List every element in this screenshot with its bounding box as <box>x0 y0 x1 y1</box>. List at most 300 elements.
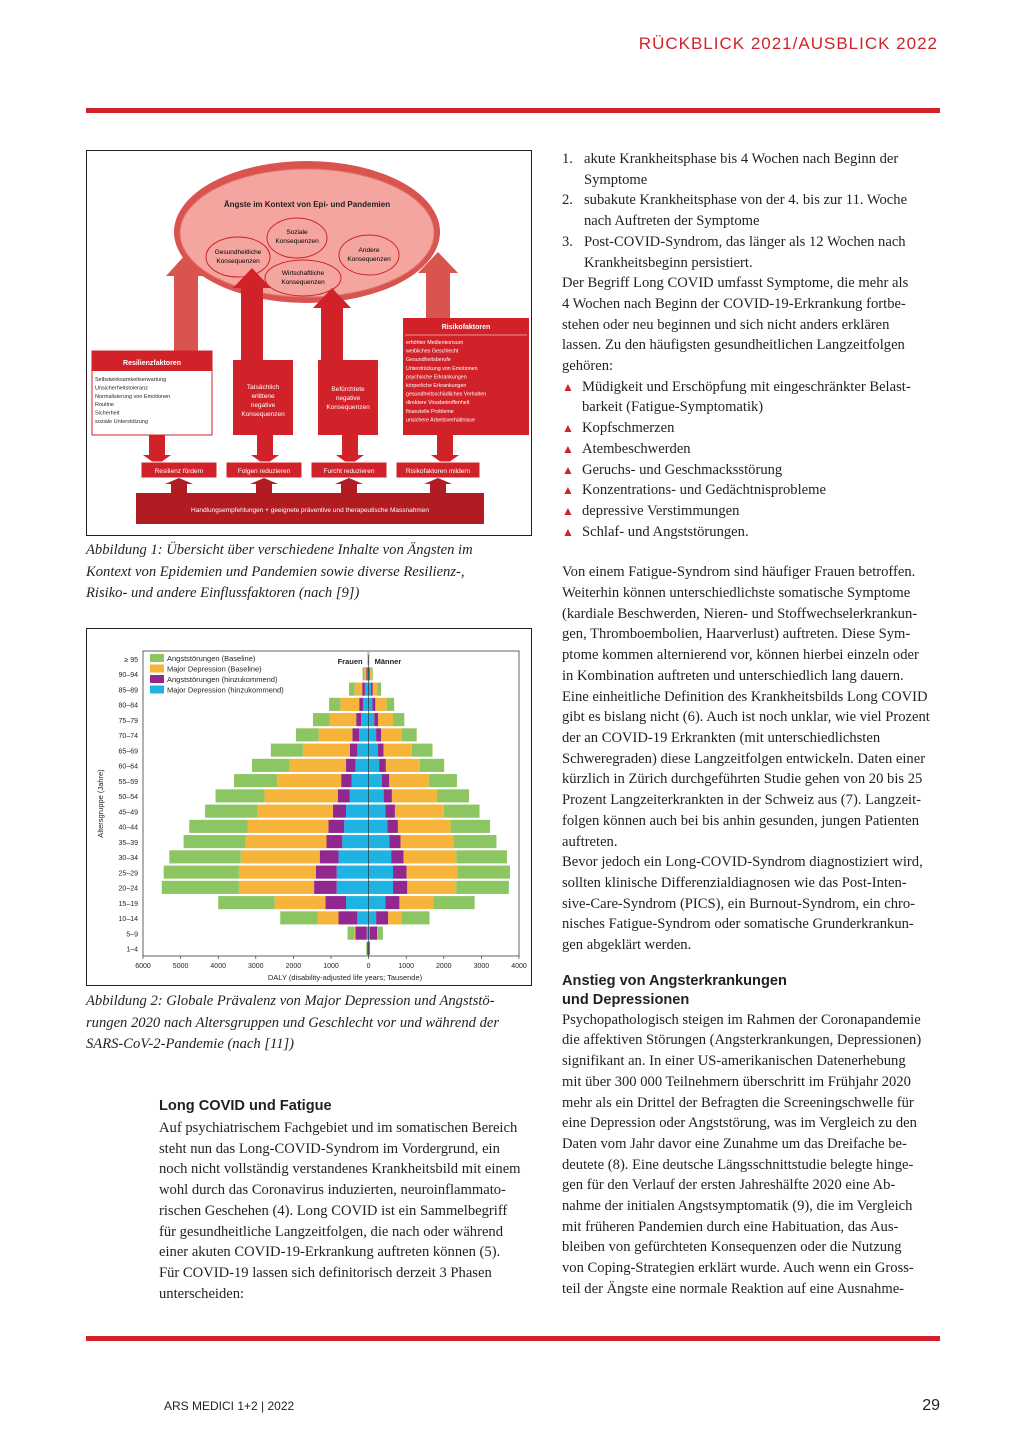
symptom-line: Atembeschwerden <box>582 440 691 457</box>
body-line: rischen Geschehen (4). Long COVID ist ein Sammelbegriff <box>159 1202 508 1219</box>
x-tick-label: 6000 <box>135 963 151 970</box>
feared-l2: negative <box>335 395 361 402</box>
bar-female-15-s3 <box>337 866 369 879</box>
phase-line: subakute Krankheitsphase von der 4. bis zur 11. Woche <box>584 192 908 209</box>
age-tick-label: 10–14 <box>118 916 138 924</box>
bar-male-4-s0 <box>387 698 395 711</box>
bar-male-18-s0 <box>401 911 429 924</box>
bar-female-19-s2 <box>355 927 366 940</box>
bar-female-19-s0 <box>348 927 355 940</box>
bar-male-17-s1 <box>399 896 433 909</box>
bar-female-11-s3 <box>346 805 369 818</box>
actual-l3: negative <box>250 402 276 409</box>
risk-item: körperliche Erkrankungen <box>406 383 467 389</box>
bar-female-1-s1 <box>368 652 369 665</box>
bar-female-18-s3 <box>357 911 368 924</box>
bar-male-10-s2 <box>384 789 392 802</box>
body-line: Auf psychiatrischem Fachgebiet und im somatischen Bereich <box>159 1120 518 1136</box>
phase-number: 2. <box>562 192 573 209</box>
symptom-line: Kopfschmerzen <box>582 420 675 437</box>
bar-female-7-s0 <box>271 744 303 757</box>
anxiety-paragraph <box>562 1010 940 1300</box>
bar-male-14-s1 <box>404 850 457 863</box>
bar-female-3-s0 <box>349 683 355 696</box>
body-line: Weiterhin können unterschiedlichste somatische Symptome <box>562 585 911 602</box>
age-tick-label: 70–74 <box>118 733 138 741</box>
bar-male-6-s2 <box>376 728 381 741</box>
body-line: gen, Thromboembolien, Haarverlust) auftreten. Diese Sym- <box>562 626 911 643</box>
bar-female-3-s3 <box>365 683 369 696</box>
bar-female-16-s0 <box>162 881 239 894</box>
body-line: folgen können auch bei bis anhin gesunden, jungen Patienten <box>562 812 920 829</box>
risk-item: Gesundheitsberufe <box>406 357 451 364</box>
action-text-1: Resilienz fördern <box>154 468 204 475</box>
body-line: noch nicht vollständig verstandenes Krankheitsbild mit einem <box>159 1161 521 1178</box>
anxiety-diagram <box>87 151 531 535</box>
risk-item: finanzielle Probleme <box>406 408 454 415</box>
legend-label: Major Depression (hinzukommend) <box>167 685 284 695</box>
bar-male-4-s1 <box>375 698 386 711</box>
resilience-item: Selbstwirksamkeitserwartung <box>95 377 167 383</box>
bar-female-7-s1 <box>303 744 350 757</box>
body-line: (kardiale Beschwerden, Nieren- und Stoffwechselerkrankun- <box>562 605 918 622</box>
phase-line: Krankheitsbeginn persistiert. <box>584 254 753 271</box>
triangle-bullet-icon: ▲ <box>562 441 574 456</box>
bar-female-10-s0 <box>216 789 265 802</box>
body-line: gibt es bislang nicht (6). Auch ist noch unklar, wie viel Prozent <box>562 709 930 726</box>
bar-male-13-s1 <box>401 835 454 848</box>
bar-male-14-s2 <box>391 850 403 863</box>
bar-male-3-s0 <box>377 683 381 696</box>
bar-male-12-s0 <box>451 820 490 833</box>
bar-female-10-s2 <box>338 789 350 802</box>
top-rule <box>86 108 940 113</box>
bar-female-17-s1 <box>275 896 326 909</box>
bar-female-5-s1 <box>330 713 356 726</box>
recommendations-text: Handlungsempfehlungen + geeignete präventive und therapeutische Massnahmen <box>191 507 429 514</box>
bar-male-3-s3 <box>369 683 371 696</box>
bar-female-2-s0 <box>363 667 365 680</box>
body-line: eine Depression oder Angststörung, was im Vergleich zu den <box>562 1115 917 1132</box>
header-male: Männer <box>374 657 402 666</box>
bar-female-9-s0 <box>234 774 277 787</box>
bar-male-3-s1 <box>373 683 378 696</box>
bar-male-11-s2 <box>386 805 395 818</box>
bar-male-18-s2 <box>376 911 388 924</box>
risk-item: psychische Erkrankungen <box>406 374 467 381</box>
bar-male-13-s0 <box>453 835 496 848</box>
bar-female-20-s2 <box>367 942 368 955</box>
bar-female-7-s2 <box>350 744 358 757</box>
bar-female-4-s1 <box>340 698 359 711</box>
age-tick-label: 75–79 <box>118 717 138 725</box>
bar-male-5-s1 <box>378 713 393 726</box>
action-text-3: Furcht reduzieren <box>323 468 375 475</box>
bar-male-7-s1 <box>384 744 412 757</box>
bar-male-2-s2 <box>369 667 370 680</box>
legend-label: Angststörungen (Baseline) <box>167 654 256 663</box>
bar-female-9-s3 <box>352 774 369 787</box>
bar-female-15-s2 <box>316 866 337 879</box>
figure-1 <box>86 150 532 536</box>
body-line: Daten vom Jahr davor eine Zunahme um das Dreifache be- <box>562 1135 907 1152</box>
bar-female-6-s0 <box>296 728 319 741</box>
caption1-line: Risiko- und andere Einflussfaktoren (nach [9]) <box>86 585 360 601</box>
bar-female-3-s1 <box>355 683 363 696</box>
bar-male-9-s2 <box>382 774 390 787</box>
x-tick-label: 3000 <box>248 963 264 970</box>
x-tick-label: 4000 <box>210 963 226 970</box>
legend-swatch <box>150 675 164 683</box>
bar-male-19-s0 <box>378 927 383 940</box>
body-line: nisches Fatigue-Syndrom oder somatische Grunderkrankun- <box>562 916 914 933</box>
triangle-bullet-icon: ▲ <box>562 503 574 518</box>
bar-male-18-s1 <box>388 911 401 924</box>
body-line: teil der Ängste eine normale Reaktion auf eine Ausnahme- <box>562 1280 905 1297</box>
bar-female-7-s3 <box>357 744 368 757</box>
bar-male-13-s3 <box>369 835 390 848</box>
bar-female-5-s2 <box>356 713 361 726</box>
bar-male-5-s3 <box>369 713 375 726</box>
bar-female-8-s1 <box>290 759 346 772</box>
action-text-2: Folgen reduzieren <box>237 468 291 475</box>
bar-male-11-s1 <box>395 805 444 818</box>
body-line: Der Begriff Long COVID umfasst Symptome, die mehr als <box>562 275 909 292</box>
figure-2 <box>86 628 532 986</box>
bar-male-12-s3 <box>369 820 388 833</box>
bar-male-8-s2 <box>379 759 386 772</box>
phase-line: akute Krankheitsphase bis 4 Wochen nach Beginn der <box>584 151 899 167</box>
body-line: kürzlich in Zürich durchgeführten Studie gehen von 20 bis 25 <box>562 771 923 788</box>
body-line: nahme der initialen Angstsymptomatik (9), die im Vergleich <box>562 1198 913 1215</box>
age-tick-label: 5–9 <box>126 931 138 939</box>
bar-female-5-s0 <box>313 713 330 726</box>
bar-male-15-s2 <box>393 866 407 879</box>
bar-female-4-s3 <box>363 698 369 711</box>
bar-female-6-s3 <box>359 728 368 741</box>
phase-number: 3. <box>562 233 573 250</box>
bar-male-4-s2 <box>372 698 375 711</box>
age-tick-label: 90–94 <box>118 672 138 680</box>
symptom-list <box>562 377 940 543</box>
bar-female-9-s1 <box>277 774 341 787</box>
bar-male-20-s2 <box>369 942 370 955</box>
symptom-item <box>562 377 940 418</box>
symptom-item <box>562 501 940 522</box>
symptom-line: depressive Verstimmungen <box>582 502 740 519</box>
figure-1-caption <box>86 540 532 605</box>
body-line: bleiben von gefürchteten Konsequenzen oder die Nutzung <box>562 1239 902 1256</box>
phase-item <box>562 232 940 273</box>
x-tick-label: 4000 <box>511 963 527 970</box>
age-tick-label: 40–44 <box>118 824 138 832</box>
bar-male-17-s2 <box>386 896 400 909</box>
bar-female-18-s2 <box>339 911 358 924</box>
symptom-item <box>562 522 940 543</box>
bar-female-10-s3 <box>350 789 369 802</box>
bar-male-12-s2 <box>387 820 398 833</box>
body-line: mit über 300 000 Teilnehmern überschritt im Frühjahr 2020 <box>562 1073 911 1090</box>
risk-item: Unterdrückung von Emotionen <box>406 365 478 372</box>
body-line: stehen oder neu beginnen und sich nicht anders erklären <box>562 316 890 333</box>
resilience-title: Resilienzfaktoren <box>123 360 181 367</box>
body-line: Schweregraden) diese Langzeitfolgen entwickeln. Daten einer <box>562 750 926 767</box>
age-tick-label: 55–59 <box>118 778 138 786</box>
risk-item: direktere Virusbetroffenheit <box>406 400 470 407</box>
age-tick-label: 15–19 <box>118 900 138 908</box>
symptom-line: Geruchs- und Geschmacksstörung <box>582 461 783 478</box>
bubble-other <box>339 235 399 275</box>
social-l2: Konsequenzen <box>275 238 319 245</box>
bar-male-2-s0 <box>372 667 373 680</box>
triangle-bullet-icon: ▲ <box>562 421 574 436</box>
caption2-line: rungen 2020 nach Altersgruppen und Geschlecht vor und während der <box>86 1014 500 1031</box>
caption1-line: Abbildung 1: Übersicht über verschiedene Inhalte von Ängsten im <box>86 542 473 558</box>
bar-male-15-s1 <box>407 866 458 879</box>
heading2-line: Anstieg von Angsterkrankungen <box>562 972 787 989</box>
bar-male-10-s1 <box>392 789 437 802</box>
bar-female-12-s1 <box>248 820 329 833</box>
bar-male-10-s3 <box>369 789 384 802</box>
age-tick-label: 25–29 <box>118 870 138 878</box>
bar-male-9-s0 <box>429 774 457 787</box>
journal-info: ARS MEDICI 1+2 | 2022 <box>164 1399 295 1413</box>
symptom-item <box>562 460 940 481</box>
bar-male-3-s2 <box>371 683 373 696</box>
body-line: die affektiven Störungen (Angsterkrankungen, Depressionen) <box>562 1032 922 1049</box>
age-tick-label: 50–54 <box>118 794 138 802</box>
risk-item: erhöhter Medienkonsum <box>406 340 464 346</box>
bar-female-2-s2 <box>366 667 367 680</box>
bar-male-8-s3 <box>369 759 380 772</box>
health-l1: Gesundheitliche <box>214 249 262 256</box>
bar-female-6-s2 <box>352 728 359 741</box>
body-line: sollten klinische Differenzialdiagnosen wie das Post-Inten- <box>562 874 907 891</box>
bar-female-5-s3 <box>361 713 369 726</box>
actual-l2: erlittene <box>251 393 275 400</box>
caption2-line: Abbildung 2: Globale Prävalenz von Major Depression und Angststö- <box>86 993 495 1009</box>
bar-female-6-s1 <box>319 728 353 741</box>
triangle-bullet-icon: ▲ <box>562 462 574 477</box>
bar-male-5-s0 <box>393 713 404 726</box>
population-pyramid-chart <box>87 629 531 985</box>
bar-male-15-s3 <box>369 866 393 879</box>
bar-male-14-s3 <box>369 850 392 863</box>
bar-male-6-s1 <box>381 728 402 741</box>
risk-item: weibliches Geschlecht <box>406 348 459 355</box>
bar-male-17-s3 <box>369 896 386 909</box>
bar-female-13-s3 <box>342 835 368 848</box>
bar-female-14-s2 <box>320 850 339 863</box>
symptom-line: barkeit (Fatigue-Symptomatik) <box>582 399 764 416</box>
resilience-item: Sicherheit <box>95 410 120 417</box>
bar-male-11-s0 <box>444 805 480 818</box>
bar-male-8-s1 <box>386 759 420 772</box>
feared-l1: Befürchtete <box>331 386 365 393</box>
bar-male-9-s3 <box>369 774 382 787</box>
bar-male-16-s2 <box>393 881 407 894</box>
bar-male-11-s3 <box>369 805 386 818</box>
x-tick-label: 3000 <box>473 963 490 970</box>
health-l2: Konsequenzen <box>216 258 260 265</box>
body-line: einer akuten COVID-19-Erkrankung auftreten können (5). <box>159 1244 501 1261</box>
bar-male-18-s3 <box>369 911 377 924</box>
phase-item <box>562 190 940 231</box>
page-number: 29 <box>922 1397 940 1414</box>
phase-line: Post-COVID-Syndrom, das länger als 12 Wochen nach <box>584 233 906 250</box>
bar-male-20-s0 <box>370 942 371 955</box>
bar-female-17-s0 <box>218 896 274 909</box>
age-tick-label: 80–84 <box>118 702 138 710</box>
feared-l3: Konsequenzen <box>326 404 370 411</box>
body-line: auftreten. <box>562 833 618 850</box>
bar-male-19-s2 <box>370 927 378 940</box>
fatigue-paragraph <box>562 562 940 955</box>
body-line: Psychopathologisch steigen im Rahmen der Coronapandemie <box>562 1011 921 1028</box>
bar-male-8-s0 <box>420 759 444 772</box>
bar-male-16-s3 <box>369 881 393 894</box>
bar-male-19-s1 <box>377 927 378 940</box>
bar-male-2-s1 <box>370 667 372 680</box>
body-line: deutete (8). Eine deutsche Längsschnittstudie belegte hinge- <box>562 1156 914 1173</box>
bottom-up-arrows <box>165 478 452 493</box>
symptom-line: Schlaf- und Angststörungen. <box>582 523 749 540</box>
bar-male-14-s0 <box>456 850 507 863</box>
age-tick-label: 35–39 <box>118 839 138 847</box>
bar-female-11-s0 <box>205 805 258 818</box>
legend-swatch <box>150 686 164 694</box>
body-line: lassen. Zu den häufigsten gesundheitlichen Langzeitfolgen <box>562 337 905 354</box>
body-line: gen abgeklärt werden. <box>562 937 692 954</box>
other-l1: Andere <box>358 247 380 254</box>
bar-female-10-s1 <box>264 789 337 802</box>
body-line: in Kombination auftreten und unterschiedlich lang dauern. <box>562 667 904 684</box>
bar-male-7-s2 <box>378 744 384 757</box>
connector-arrows <box>143 435 459 465</box>
bar-female-19-s1 <box>354 927 355 940</box>
body-line: steht nun das Long-COVID-Syndrom im Vordergrund, ein <box>159 1140 500 1157</box>
age-tick-label: 30–34 <box>118 855 138 863</box>
body-line: Eine einheitliche Definition des Krankheitsbilds Long COVID <box>562 688 928 705</box>
actual-l4: Konsequenzen <box>241 411 285 418</box>
bar-female-13-s2 <box>326 835 342 848</box>
y-axis-label: Altersgruppe (Jahre) <box>96 769 105 838</box>
x-tick-label: 5000 <box>172 963 189 970</box>
other-l2: Konsequenzen <box>347 256 391 263</box>
body-line: ptome kommen alternierend vor, können hierbei einzeln oder <box>562 647 919 664</box>
legend-label: Major Depression (Baseline) <box>167 664 262 674</box>
age-tick-label: 60–64 <box>118 763 138 771</box>
bubble-health <box>206 237 270 277</box>
bar-female-4-s0 <box>329 698 340 711</box>
bar-male-13-s2 <box>389 835 400 848</box>
risk-title: Risikofaktoren <box>441 324 491 331</box>
bar-female-11-s1 <box>258 805 333 818</box>
age-tick-label: 20–24 <box>118 885 138 893</box>
bar-female-4-s2 <box>359 698 363 711</box>
phase-line: nach Auftreten der Symptome <box>584 213 760 230</box>
bar-female-13-s1 <box>246 835 327 848</box>
bar-female-12-s3 <box>344 820 368 833</box>
bar-female-20-s0 <box>366 942 367 955</box>
action-text-4: Risikofaktoren mildern <box>405 468 471 475</box>
bar-female-17-s3 <box>346 896 369 909</box>
risk-item: gesundheitsschädliches Verhalten <box>406 391 487 398</box>
bar-female-17-s2 <box>325 896 346 909</box>
bar-female-18-s1 <box>318 911 339 924</box>
bar-female-16-s1 <box>239 881 314 894</box>
bar-female-8-s2 <box>346 759 355 772</box>
bar-female-15-s0 <box>164 866 239 879</box>
figure-2-caption <box>86 991 532 1056</box>
economic-l2: Konsequenzen <box>281 279 325 286</box>
bar-male-16-s0 <box>456 881 509 894</box>
bar-male-7-s3 <box>369 744 378 757</box>
x-tick-label: 2000 <box>436 963 452 970</box>
left-column-body <box>159 1118 540 1304</box>
bar-female-15-s1 <box>239 866 316 879</box>
symptom-item <box>562 480 940 501</box>
x-tick-label: 2000 <box>285 963 302 970</box>
resilience-item: Normalisierung von Emotionen <box>95 393 171 400</box>
resilience-item: Routine <box>95 402 114 409</box>
risk-item: unsichere Arbeitsverhältnisse <box>406 417 475 424</box>
age-tick-label: 45–49 <box>118 809 138 817</box>
symptom-line: Konzentrations- und Gedächtnisprobleme <box>582 482 826 499</box>
bar-male-16-s1 <box>407 881 456 894</box>
bar-female-12-s0 <box>189 820 247 833</box>
bar-female-16-s2 <box>314 881 337 894</box>
body-line: gen für den Verlauf der ersten Jahreshälfte 2020 eine Ab- <box>562 1177 896 1194</box>
body-line: mehr als ein Drittel der Befragten die Screeningschwelle für <box>562 1094 914 1111</box>
x-tick-label: 0 <box>366 963 371 970</box>
bar-male-12-s1 <box>398 820 451 833</box>
social-l1: Soziale <box>286 229 308 236</box>
resilience-item: soziale Unterstützung <box>95 419 148 425</box>
bar-male-7-s0 <box>412 744 433 757</box>
caption1-line: Kontext von Epidemien und Pandemien sowie diverse Resilienz-, <box>86 563 465 580</box>
body-line: Prozent Langzeiterkrankten in der Schweiz aus (7). Langzeit- <box>562 792 922 809</box>
heading2-line: und Depressionen <box>562 991 690 1008</box>
bar-male-17-s0 <box>433 896 474 909</box>
bar-male-9-s1 <box>389 774 428 787</box>
bar-female-18-s0 <box>280 911 318 924</box>
bar-female-8-s0 <box>252 759 290 772</box>
body-line: gehören: <box>562 358 614 375</box>
bar-female-14-s1 <box>241 850 320 863</box>
symptom-line: Müdigkeit und Erschöpfung mit eingeschränkter Belast- <box>582 378 911 395</box>
header-female: Frauen <box>337 657 363 666</box>
body-line: mit früheren Pandemien durch eine Habituation, das Aus- <box>562 1218 899 1235</box>
section-header: RÜCKBLICK 2021/AUSBLICK 2022 <box>638 34 938 53</box>
bar-male-6-s3 <box>369 728 377 741</box>
body-line: Von einem Fatigue-Syndrom sind häufiger Frauen betroffen. <box>562 564 916 581</box>
bar-female-13-s0 <box>184 835 246 848</box>
body-line: Bevor jedoch ein Long-COVID-Syndrom diagnostiziert wird, <box>562 854 923 871</box>
triangle-bullet-icon: ▲ <box>562 379 574 394</box>
triangle-bullet-icon: ▲ <box>562 524 574 539</box>
body-line: Für COVID-19 lassen sich definitorisch derzeit 3 Phasen <box>159 1264 492 1281</box>
diagram-title: Ängste im Kontext von Epi- und Pandemien <box>223 200 391 209</box>
bottom-rule <box>86 1336 940 1341</box>
phase-line: Symptome <box>584 171 648 188</box>
bar-female-9-s2 <box>341 774 352 787</box>
body-line: signifikant an. In einer US-amerikanischen Datenerhebung <box>562 1053 906 1070</box>
bar-male-10-s0 <box>437 789 469 802</box>
body-line: unterscheiden: <box>159 1285 245 1302</box>
x-tick-label: 1000 <box>323 963 339 970</box>
bar-female-11-s2 <box>333 805 346 818</box>
